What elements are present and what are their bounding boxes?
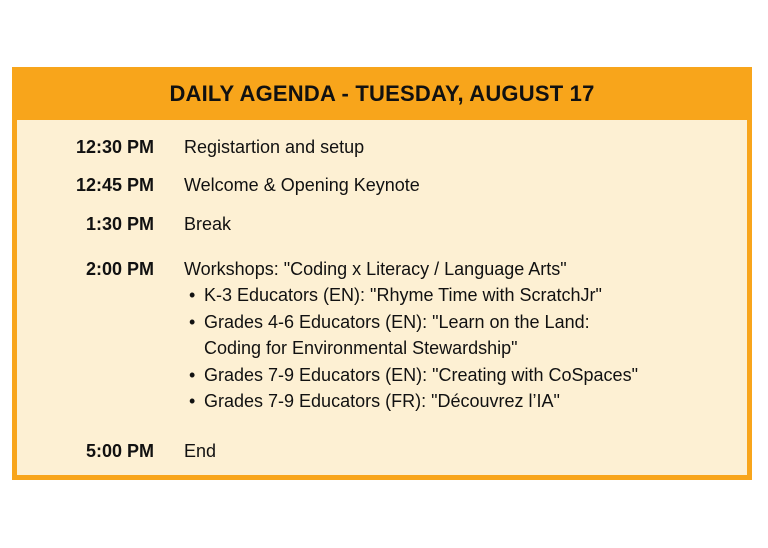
- agenda-event: Registartion and setup: [184, 137, 365, 157]
- workshop-item-text: Coding for Environmental Stewardship": [204, 338, 518, 358]
- workshop-item-continued: [189, 335, 638, 362]
- agenda-time: 1:30 PM: [85, 214, 154, 234]
- agenda-time: 12:45 PM: [75, 175, 154, 195]
- workshop-item-text: Grades 4-6 Educators (EN): "Learn on the Land:: [204, 311, 590, 332]
- workshop-item: [189, 362, 638, 389]
- agenda-event: Welcome & Opening Keynote: [184, 175, 420, 195]
- workshop-list: [189, 282, 638, 415]
- agenda-panel: [17, 120, 747, 475]
- agenda-time: 5:00 PM: [85, 441, 154, 461]
- agenda-time: 2:00 PM: [85, 259, 154, 279]
- workshop-item-text: Grades 7-9 Educators (FR): "Découvrez l’IA": [204, 391, 560, 411]
- agenda-row-500: [17, 438, 747, 464]
- bullet-icon: •: [189, 364, 196, 385]
- workshop-item-text: Grades 7-9 Educators (EN): "Creating with CoSpaces": [204, 364, 638, 385]
- agenda-row-200: [17, 256, 747, 282]
- workshop-item-text: K-3 Educators (EN): "Rhyme Time with ScratchJr": [204, 285, 602, 305]
- agenda-row-1245: [17, 172, 747, 198]
- agenda-row-130: [17, 211, 747, 237]
- bullet-icon: •: [189, 311, 196, 332]
- workshop-item: [189, 388, 638, 415]
- agenda-event: Workshops: "Coding x Literacy / Language Arts": [184, 259, 567, 279]
- agenda-card: [12, 67, 752, 480]
- agenda-title: DAILY AGENDA - TUESDAY, AUGUST 17: [169, 80, 595, 106]
- agenda-event: End: [184, 441, 217, 461]
- agenda-row-1230: [17, 134, 747, 160]
- bullet-icon: •: [189, 285, 196, 305]
- bullet-icon: •: [189, 391, 196, 411]
- agenda-event: Break: [184, 214, 232, 234]
- workshop-item: [189, 282, 638, 309]
- agenda-time: 12:30 PM: [75, 137, 154, 157]
- workshop-item: [189, 309, 638, 336]
